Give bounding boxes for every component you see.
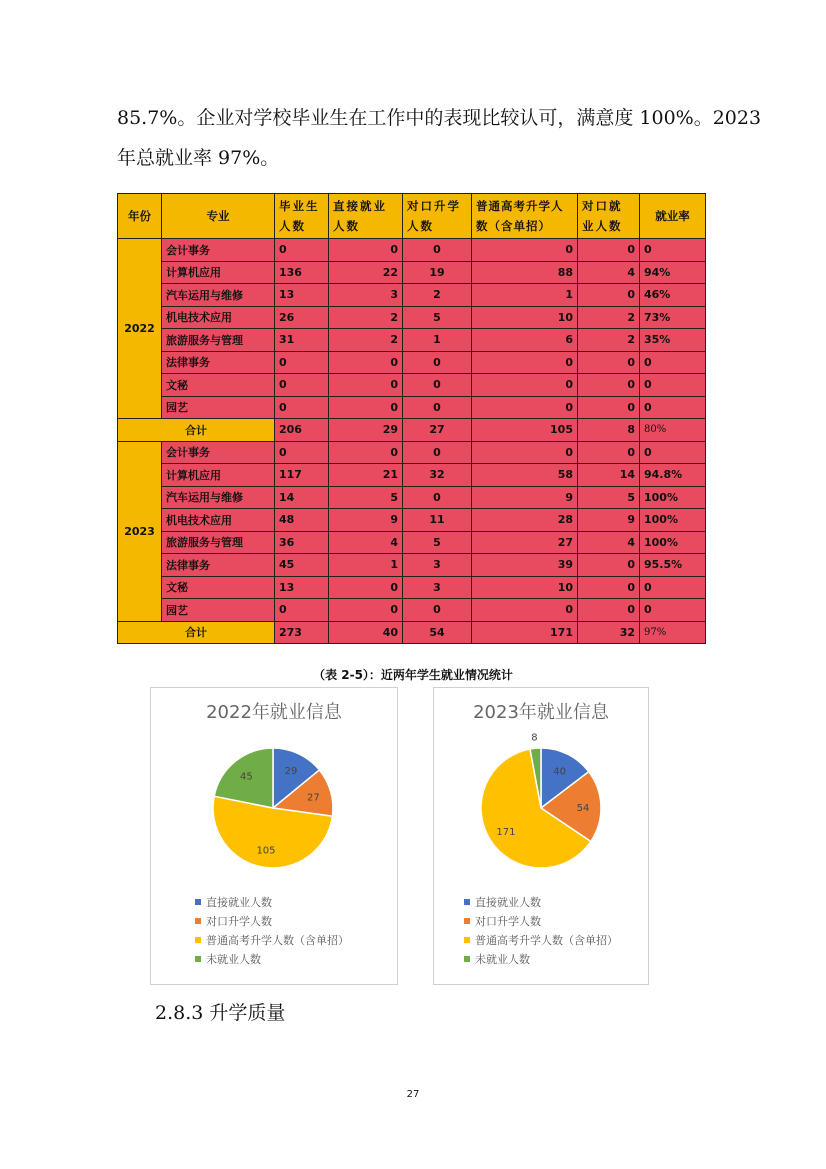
slice-label: 171: [496, 827, 516, 839]
total-rate-cell: 97%: [640, 621, 706, 644]
duikou-emp-cell: 2: [578, 329, 640, 352]
direct-cell: 2: [329, 306, 403, 329]
duikou-cell: 1: [403, 329, 472, 352]
pie-chart-2023: [433, 687, 649, 985]
duikou-emp-cell: 0: [578, 374, 640, 397]
header-grads: 毕业生人数: [275, 194, 329, 239]
pie-chart-2022-svg: [151, 688, 397, 984]
direct-cell: 5: [329, 486, 403, 509]
table-row: [118, 599, 706, 622]
grads-cell: 0: [275, 374, 329, 397]
direct-cell: 0: [329, 599, 403, 622]
rate-cell: 0: [640, 351, 706, 374]
table-row: [118, 396, 706, 419]
duikou-cell: 0: [403, 441, 472, 464]
table-row: [118, 441, 706, 464]
putong-cell: 9: [472, 486, 578, 509]
legend-swatch: [195, 899, 201, 905]
legend-swatch: [464, 899, 470, 905]
year-cell: 2023: [118, 441, 162, 621]
direct-cell: 3: [329, 284, 403, 307]
grads-cell: 13: [275, 576, 329, 599]
putong-cell: 28: [472, 509, 578, 532]
major-cell: 法律事务: [162, 351, 275, 374]
putong-cell: 6: [472, 329, 578, 352]
major-cell: 文秘: [162, 576, 275, 599]
major-cell: 旅游服务与管理: [162, 531, 275, 554]
major-cell: 会计事务: [162, 239, 275, 262]
putong-cell: 10: [472, 306, 578, 329]
legend-label: 未就业人数: [206, 953, 261, 966]
duikou-cell: 5: [403, 306, 472, 329]
duikou-cell: 0: [403, 599, 472, 622]
putong-cell: 0: [472, 599, 578, 622]
direct-cell: 1: [329, 554, 403, 577]
grads-cell: 26: [275, 306, 329, 329]
duikou-cell: 0: [403, 396, 472, 419]
legend-swatch: [195, 956, 201, 962]
major-cell: 机电技术应用: [162, 306, 275, 329]
total-putong-cell: 171: [472, 621, 578, 644]
table-row: [118, 284, 706, 307]
grads-cell: 0: [275, 351, 329, 374]
pie-chart-2023-svg: [434, 688, 648, 984]
total-label-cell: 合计: [118, 419, 275, 442]
slice-label: 105: [256, 845, 276, 857]
duikou-cell: 0: [403, 374, 472, 397]
duikou-cell: 11: [403, 509, 472, 532]
total-rate-cell: 80%: [640, 419, 706, 442]
legend-swatch: [195, 918, 201, 924]
legend-label: 直接就业人数: [206, 896, 272, 909]
total-row: [118, 621, 706, 644]
duikou-cell: 3: [403, 554, 472, 577]
duikou-emp-cell: 0: [578, 284, 640, 307]
grads-cell: 13: [275, 284, 329, 307]
direct-cell: 2: [329, 329, 403, 352]
direct-cell: 4: [329, 531, 403, 554]
table-row: [118, 329, 706, 352]
table-row: [118, 464, 706, 487]
putong-cell: 39: [472, 554, 578, 577]
header-duikou-emp: 对口就业人数: [578, 194, 640, 239]
duikou-emp-cell: 0: [578, 351, 640, 374]
table-header-row: [118, 194, 706, 239]
table-row: [118, 554, 706, 577]
table-row: [118, 531, 706, 554]
total-duikou-cell: 54: [403, 621, 472, 644]
table-row: [118, 374, 706, 397]
slice-label: 8: [531, 732, 538, 744]
major-cell: 汽车运用与维修: [162, 284, 275, 307]
grads-cell: 0: [275, 239, 329, 262]
putong-cell: 27: [472, 531, 578, 554]
table-row: [118, 351, 706, 374]
table-row: [118, 576, 706, 599]
year-cell: 2022: [118, 239, 162, 419]
direct-cell: 0: [329, 351, 403, 374]
table-row: [118, 509, 706, 532]
chart-title: 2022年就业信息: [206, 702, 342, 723]
duikou-cell: 3: [403, 576, 472, 599]
major-cell: 旅游服务与管理: [162, 329, 275, 352]
rate-cell: 100%: [640, 486, 706, 509]
grads-cell: 14: [275, 486, 329, 509]
rate-cell: 0: [640, 239, 706, 262]
grads-cell: 31: [275, 329, 329, 352]
grads-cell: 0: [275, 441, 329, 464]
duikou-emp-cell: 2: [578, 306, 640, 329]
duikou-cell: 5: [403, 531, 472, 554]
header-duikou: 对口升学人数: [403, 194, 472, 239]
header-rate: 就业率: [640, 194, 706, 239]
putong-cell: 0: [472, 374, 578, 397]
duikou-emp-cell: 0: [578, 441, 640, 464]
rate-cell: 0: [640, 599, 706, 622]
major-cell: 园艺: [162, 396, 275, 419]
table-row: [118, 306, 706, 329]
grads-cell: 136: [275, 261, 329, 284]
direct-cell: 0: [329, 396, 403, 419]
legend-label: 普通高考升学人数（含单招）: [206, 934, 349, 947]
employment-table: [117, 193, 706, 644]
putong-cell: 10: [472, 576, 578, 599]
total-direct-cell: 29: [329, 419, 403, 442]
major-cell: 文秘: [162, 374, 275, 397]
legend-label: 对口升学人数: [475, 915, 541, 928]
duikou-cell: 0: [403, 486, 472, 509]
total-row: [118, 419, 706, 442]
legend-swatch: [195, 937, 201, 943]
total-label-cell: 合计: [118, 621, 275, 644]
rate-cell: 100%: [640, 509, 706, 532]
grads-cell: 45: [275, 554, 329, 577]
putong-cell: 0: [472, 351, 578, 374]
major-cell: 计算机应用: [162, 464, 275, 487]
rate-cell: 0: [640, 374, 706, 397]
legend-label: 直接就业人数: [475, 896, 541, 909]
grads-cell: 36: [275, 531, 329, 554]
header-putong: 普通高考升学人数（含单招）: [472, 194, 578, 239]
table-body: [118, 239, 706, 644]
table-row: [118, 239, 706, 262]
total-direct-cell: 40: [329, 621, 403, 644]
direct-cell: 0: [329, 374, 403, 397]
rate-cell: 100%: [640, 531, 706, 554]
duikou-emp-cell: 0: [578, 576, 640, 599]
rate-cell: 0: [640, 396, 706, 419]
putong-cell: 58: [472, 464, 578, 487]
total-grads-cell: 273: [275, 621, 329, 644]
legend-swatch: [464, 937, 470, 943]
total-duikou-emp-cell: 8: [578, 419, 640, 442]
duikou-emp-cell: 0: [578, 396, 640, 419]
total-putong-cell: 105: [472, 419, 578, 442]
grads-cell: 48: [275, 509, 329, 532]
header-year: 年份: [118, 194, 162, 239]
major-cell: 法律事务: [162, 554, 275, 577]
legend-swatch: [464, 956, 470, 962]
legend-label: 未就业人数: [475, 953, 530, 966]
slice-label: 45: [240, 771, 253, 783]
putong-cell: 0: [472, 441, 578, 464]
rate-cell: 46%: [640, 284, 706, 307]
total-grads-cell: 206: [275, 419, 329, 442]
duikou-cell: 0: [403, 351, 472, 374]
section-heading: 2.8.3 升学质量: [155, 1002, 286, 1024]
table-caption: （表 2-5）：近两年学生就业情况统计: [313, 668, 513, 682]
rate-cell: 73%: [640, 306, 706, 329]
direct-cell: 0: [329, 239, 403, 262]
header-major: 专业: [162, 194, 275, 239]
duikou-emp-cell: 5: [578, 486, 640, 509]
direct-cell: 22: [329, 261, 403, 284]
duikou-cell: 2: [403, 284, 472, 307]
legend-swatch: [464, 918, 470, 924]
grads-cell: 117: [275, 464, 329, 487]
major-cell: 园艺: [162, 599, 275, 622]
grads-cell: 0: [275, 396, 329, 419]
paragraph-line-2: 年总就业率 97%。: [117, 147, 280, 169]
legend-label: 对口升学人数: [206, 915, 272, 928]
rate-cell: 35%: [640, 329, 706, 352]
major-cell: 机电技术应用: [162, 509, 275, 532]
direct-cell: 21: [329, 464, 403, 487]
header-direct: 直接就业人数: [329, 194, 403, 239]
rate-cell: 0: [640, 576, 706, 599]
duikou-cell: 19: [403, 261, 472, 284]
direct-cell: 9: [329, 509, 403, 532]
major-cell: 会计事务: [162, 441, 275, 464]
duikou-emp-cell: 0: [578, 239, 640, 262]
duikou-cell: 0: [403, 239, 472, 262]
duikou-emp-cell: 9: [578, 509, 640, 532]
direct-cell: 0: [329, 441, 403, 464]
direct-cell: 0: [329, 576, 403, 599]
chart-title: 2023年就业信息: [473, 702, 609, 723]
rate-cell: 94.8%: [640, 464, 706, 487]
slice-label: 54: [576, 802, 590, 814]
putong-cell: 88: [472, 261, 578, 284]
putong-cell: 0: [472, 396, 578, 419]
duikou-emp-cell: 14: [578, 464, 640, 487]
duikou-emp-cell: 4: [578, 261, 640, 284]
slice-label: 40: [553, 766, 567, 778]
page-number: 27: [406, 1089, 420, 1100]
putong-cell: 0: [472, 239, 578, 262]
total-duikou-emp-cell: 32: [578, 621, 640, 644]
slice-label: 27: [307, 792, 320, 804]
paragraph-line-1: 85.7%。企业对学校毕业生在工作中的表现比较认可，满意度 100%。2023: [117, 107, 762, 129]
table-row: [118, 486, 706, 509]
total-duikou-cell: 27: [403, 419, 472, 442]
grads-cell: 0: [275, 599, 329, 622]
duikou-emp-cell: 0: [578, 554, 640, 577]
putong-cell: 1: [472, 284, 578, 307]
major-cell: 计算机应用: [162, 261, 275, 284]
duikou-cell: 32: [403, 464, 472, 487]
slice-label: 29: [284, 766, 298, 778]
rate-cell: 94%: [640, 261, 706, 284]
table-row: [118, 261, 706, 284]
rate-cell: 0: [640, 441, 706, 464]
legend-label: 普通高考升学人数（含单招）: [475, 934, 618, 947]
major-cell: 汽车运用与维修: [162, 486, 275, 509]
pie-chart-2022: [150, 687, 398, 985]
duikou-emp-cell: 0: [578, 599, 640, 622]
duikou-emp-cell: 4: [578, 531, 640, 554]
rate-cell: 95.5%: [640, 554, 706, 577]
